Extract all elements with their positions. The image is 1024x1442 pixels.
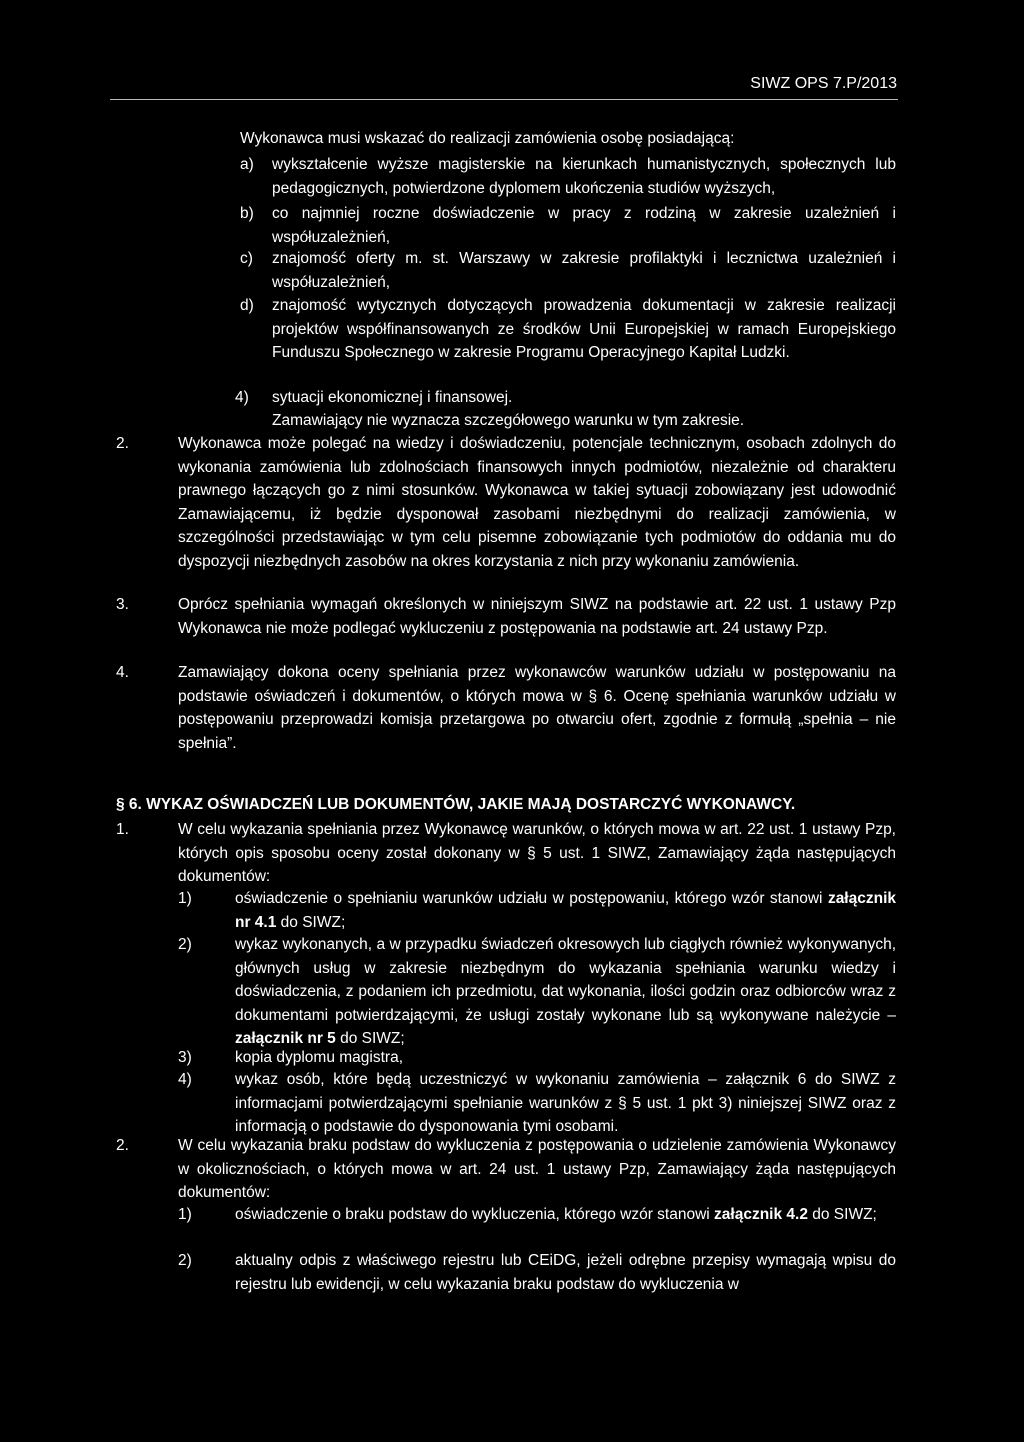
list-marker: 4)	[235, 389, 249, 406]
list-item: znajomość wytycznych dotyczących prowadzenia dokumentacji w zakresie realizacji projektów współfinansowanych ze środków Unii Europejskiej w ramach Europejskiego Funduszu Społecznego w zakresie Programu Operacyjnego Kapitał Ludzki.	[272, 297, 896, 361]
paragraph: Zamawiający dokona oceny spełniania przez wykonawców warunków udziału w postępowaniu na podstawie oświadczeń i dokumentów, o których mowa w § 6. Ocenę spełniania warunków udziału w postępowaniu przeprowadzi komisja przetargowa po otwarciu ofert, zgodnie z formułą „spełnia – nie spełnia”.	[178, 664, 896, 752]
paragraph-marker: 3.	[116, 596, 129, 613]
list-marker: a)	[240, 156, 254, 173]
list-item: sytuacji ekonomicznej i finansowej.	[272, 389, 513, 406]
paragraph-marker: 2.	[116, 435, 129, 452]
list-item: wykaz osób, które będą uczestniczyć w wykonaniu zamówienia – załącznik 6 do SIWZ z informacjami potwierdzającymi spełnianie warunków z § 5 ust. 1 pkt 3) niniejszej SIWZ oraz z informacją o podstawie do dysponowania tymi osobami.	[235, 1071, 896, 1135]
list-item: wykaz wykonanych, a w przypadku świadczeń okresowych lub ciągłych również wykonywanych, głównych usług w zakresie niezbędnym do wykazania spełniania warunku wiedzy i doświadczenia, z podaniem ich przedmiotu, dat wykonania, ilości godzin oraz odbiorców wraz z dokumentami potwierdzającymi, że usługi zostały wykonane lub są wykonywane należycie – załącznik nr 5 do SIWZ;	[235, 936, 896, 1047]
list-item: znajomość oferty m. st. Warszawy w zakresie profilaktyki i lecznictwa uzależnień i współuzależnień,	[272, 250, 896, 291]
note-text: Zamawiający nie wyznacza szczegółowego warunku w tym zakresie.	[272, 412, 745, 429]
requirements-intro: Wykonawca musi wskazać do realizacji zamówienia osobę posiadającą:	[240, 130, 735, 147]
list-marker: c)	[240, 250, 253, 267]
list-item: kopia dyplomu magistra,	[235, 1049, 403, 1066]
paragraph-marker: 4.	[116, 664, 129, 681]
paragraph-marker: 1.	[116, 821, 129, 838]
document-header: SIWZ OPS 7.P/2013	[750, 75, 897, 92]
list-marker: 2)	[178, 936, 192, 953]
list-marker: 1)	[178, 1206, 192, 1223]
list-marker: 3)	[178, 1049, 192, 1066]
list-item: wykształcenie wyższe magisterskie na kierunkach humanistycznych, społecznych lub pedagogicznych, potwierdzone dyplomem ukończenia studiów wyższych,	[272, 156, 896, 197]
list-item: oświadczenie o braku podstaw do wykluczenia, którego wzór stanowi załącznik 4.2 do SIWZ;	[235, 1206, 877, 1223]
list-marker: 2)	[178, 1252, 192, 1269]
header-divider	[110, 99, 898, 100]
list-item: co najmniej roczne doświadczenie w pracy z rodziną w zakresie uzależnień i współuzależnień,	[272, 205, 896, 246]
list-marker: d)	[240, 297, 254, 314]
paragraph: Wykonawca może polegać na wiedzy i doświadczeniu, potencjale technicznym, osobach zdolnych do wykonania zamówienia lub zdolnościach finansowych innych podmiotów, niezależnie od charakteru prawnego łączących go z nimi stosunków. Wykonawca w takiej sytuacji zobowiązany jest udowodnić Zamawiającemu, iż będzie dysponował zasobami niezbędnymi do realizacji zamówienia, w szczególności przedstawiając w tym celu pisemne zobowiązanie tych podmiotów do oddania mu do dyspozycji niezbędnych zasobów na okres korzystania z nich przy wykonaniu zamówienia.	[178, 435, 896, 570]
section-title: § 6. WYKAZ OŚWIADCZEŃ LUB DOKUMENTÓW, JAKIE MAJĄ DOSTARCZYĆ WYKONAWCY.	[116, 796, 796, 813]
list-item: oświadczenie o spełnianiu warunków udziału w postępowaniu, którego wzór stanowi załącznik nr 4.1 do SIWZ;	[235, 890, 896, 931]
list-marker: 4)	[178, 1071, 192, 1088]
paragraph: W celu wykazania spełniania przez Wykonawcę warunków, o których mowa w art. 22 ust. 1 ustawy Pzp, których opis sposobu oceny został dokonany w § 5 ust. 1 SIWZ, Zamawiający żąda następujących dokumentów:	[178, 821, 896, 885]
paragraph-marker: 2.	[116, 1137, 129, 1154]
paragraph: Oprócz spełniania wymagań określonych w niniejszym SIWZ na podstawie art. 22 ust. 1 ustawy Pzp Wykonawca nie może podlegać wykluczeniu z postępowania na podstawie art. 24 ustawy Pzp.	[178, 596, 896, 637]
list-marker: b)	[240, 205, 254, 222]
list-item: aktualny odpis z właściwego rejestru lub CEiDG, jeżeli odrębne przepisy wymagają wpisu do rejestru lub ewidencji, w celu wykazania braku podstaw do wykluczenia w	[235, 1252, 896, 1293]
list-marker: 1)	[178, 890, 192, 907]
paragraph: W celu wykazania braku podstaw do wykluczenia z postępowania o udzielenie zamówienia Wykonawcy w okolicznościach, o których mowa w art. 24 ust. 1 ustawy Pzp, Zamawiający żąda następujących dokumentów:	[178, 1137, 896, 1201]
